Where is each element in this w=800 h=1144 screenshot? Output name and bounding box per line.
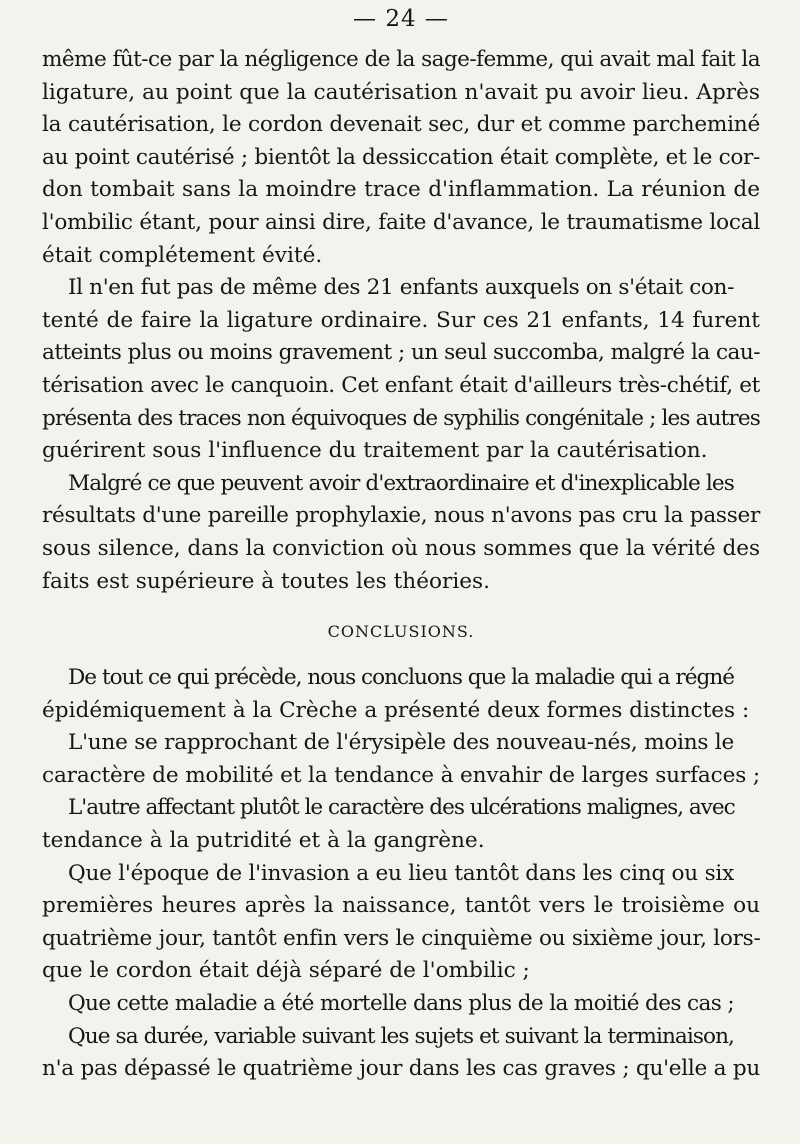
paragraph bbox=[42, 792, 760, 857]
paragraph bbox=[42, 662, 760, 727]
body-text-top bbox=[42, 44, 760, 598]
body-text-bottom bbox=[42, 662, 760, 1086]
paragraph bbox=[42, 988, 760, 1021]
text-line: atteints plus ou moins gravement ; un seul succomba, malgré la cau- bbox=[42, 340, 761, 366]
text-line: au point cautérisé ; bientôt la dessiccation était complète, et le cor- bbox=[42, 144, 760, 170]
text-line: térisation avec le canquoin. Cet enfant était d'ailleurs très-chétif, et bbox=[42, 372, 760, 398]
text-line: était complétement évité. bbox=[42, 242, 323, 268]
text-line: caractère de mobilité et la tendance à envahir de larges surfaces ; bbox=[42, 762, 760, 788]
paragraph bbox=[42, 44, 760, 272]
text-line: Malgré ce que peuvent avoir d'extraordinaire et d'inexplicable les bbox=[68, 470, 734, 496]
text-line: De tout ce qui précède, nous concluons que la maladie qui a régné bbox=[68, 665, 734, 691]
paragraph bbox=[42, 468, 760, 598]
text-line: n'a pas dépassé le quatrième jour dans les cas graves ; qu'elle a pu bbox=[42, 1056, 760, 1082]
paragraph bbox=[42, 858, 760, 988]
text-line: quatrième jour, tantôt enfin vers le cinquième ou sixième jour, lors- bbox=[42, 925, 761, 951]
text-line: l'ombilic étant, pour ainsi dire, faite d'avance, le traumatisme local bbox=[42, 209, 760, 235]
section-heading: CONCLUSIONS. bbox=[327, 622, 475, 642]
paragraph bbox=[42, 272, 760, 468]
text-line: Que l'époque de l'invasion a eu lieu tantôt dans les cinq ou six bbox=[68, 860, 734, 886]
text-line: faits est supérieure à toutes les théories. bbox=[42, 568, 490, 594]
text-line: tenté de faire la ligature ordinaire. Sur ces 21 enfants, 14 furent bbox=[42, 307, 760, 333]
text-line: ligature, au point que la cautérisation n'avait pu avoir lieu. Après bbox=[42, 79, 760, 105]
text-line: don tombait sans la moindre trace d'inflammation. La réunion de bbox=[42, 177, 760, 203]
text-line: Que sa durée, variable suivant les sujets et suivant la terminaison, bbox=[68, 1023, 734, 1049]
text-line: premières heures après la naissance, tantôt vers le troisième ou bbox=[42, 893, 760, 919]
text-line: Il n'en fut pas de même des 21 enfants auxquels on s'était con- bbox=[68, 275, 734, 301]
text-line: sous silence, dans la conviction où nous sommes que la vérité des bbox=[42, 535, 760, 561]
paragraph bbox=[42, 1021, 760, 1086]
text-line: L'autre affectant plutôt le caractère des ulcérations malignes, avec bbox=[68, 795, 735, 821]
text-line: Que cette maladie a été mortelle dans plus de la moitié des cas ; bbox=[68, 991, 734, 1017]
text-line: même fût-ce par la négligence de la sage-femme, qui avait mal fait la bbox=[42, 47, 760, 72]
page-number: — 24 — bbox=[353, 6, 449, 32]
text-line: guérirent sous l'influence du traitement par la cautérisation. bbox=[42, 438, 708, 464]
text-line: résultats d'une pareille prophylaxie, nous n'avons pas cru la passer bbox=[42, 503, 760, 529]
text-line: la cautérisation, le cordon devenait sec, dur et comme parcheminé bbox=[42, 112, 760, 138]
text-line: présenta des traces non équivoques de syphilis congénitale ; les autres bbox=[42, 405, 760, 431]
paragraph bbox=[42, 727, 760, 792]
text-line: épidémiquement à la Crèche a présenté deux formes distinctes : bbox=[42, 697, 750, 723]
text-line: que le cordon était déjà séparé de l'ombilic ; bbox=[42, 958, 530, 984]
text-line: L'une se rapprochant de l'érysipèle des nouveau-nés, moins le bbox=[68, 730, 734, 756]
text-line: tendance à la putridité et à la gangrène. bbox=[42, 828, 485, 854]
